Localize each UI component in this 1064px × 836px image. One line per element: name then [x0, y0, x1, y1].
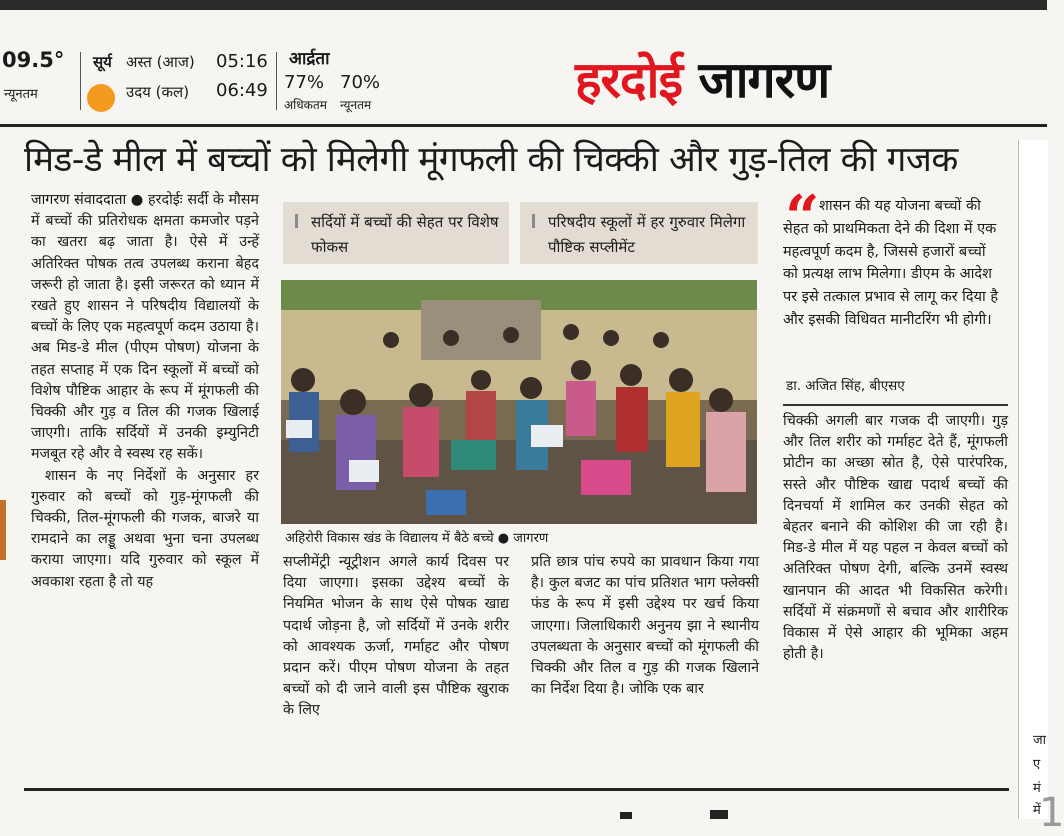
bullet-icon	[532, 214, 535, 228]
subheading-text: परिषदीय स्कूलों में हर गुरुवार मिलेगा पौष्टिक सप्लीमेंट	[548, 213, 746, 256]
header-rule	[0, 124, 1047, 127]
sunset-label: अस्त (आज)	[126, 53, 195, 71]
masthead	[575, 44, 829, 112]
quote-rule	[783, 404, 1008, 406]
top-bar	[0, 0, 1047, 10]
weather-strip	[0, 38, 400, 120]
divider	[276, 52, 277, 110]
subheading-box	[520, 202, 758, 264]
article-column-1: जागरण संवाददाता ● हरदोईः सर्दी के मौसम में बच्चों की प्रतिरोधक क्षमता कमजोर पड़ने का खतरा बढ़ जाता है। ऐसे में उन्हें अतिरिक्त पोषक तत्व उपलब्ध कराना बेहद जरूरी हो जाता है। इसी जरूरत को ध्यान में रखते हुए शासन ने परिषदीय विद्यालयों के बच्चों के लिए एक महत्वपूर्ण कदम उठाया है। अब मिड-डे मील (पीएम पोषण) योजना के तहत सप्ताह में एक दिन स्कूलों में बच्चों को विशेष पौष्टिक आहार के रूप में मूंगफली की चिक्की और गुड़ व तिल की गजक खिलाई जाएगी। ताकि सर्दियों में उनकी इम्युनिटी मजबूत रहे और वे स्वस्थ रह सकें। शासन के नए निर्देशों के अनुसार हर गुरुवार को बच्चों को गुड़-मूंगफली की चिक्की, तिल-मूंगफली की गजक, बाजरे या रामदाने का लड्डू अथवा भुना चना उपलब्ध कराया जाएगा। यदि गुरुवार को स्कूल में अवकाश रहता है तो यह	[31, 190, 259, 593]
masthead-city: हरदोई	[575, 51, 683, 109]
article-headline: मिड-डे मील में बच्चों को मिलेगी मूंगफली की चिक्की और गुड़-तिल की गजक	[24, 140, 958, 180]
pull-quote-text: शासन की यह योजना बच्चों की सेहत को प्राथमिकता देने की दिशा में एक महत्वपूर्ण कदम है, जिससे हजारों बच्चों को प्रत्यक्ष लाभ मिलेगा। डीएम के आदेश पर इसे तत्काल प्रभाव से लागू कर दिया है और इसकी विधिवत मानीटरिंग भी होगी।	[783, 198, 999, 328]
article-column-2: सप्लीमेंट्री न्यूट्रीशन अगले कार्य दिवस पर दिया जाएगा। इसका उद्देश्य बच्चों के नियमित भोजन के साथ ऐसे पोषक खाद्य पदार्थ जोड़ना है, जो सर्दियों में उनके शरीर को आवश्यक ऊर्जा, गर्माहट और पोषण प्रदान करें। पीएम पोषण योजना के तहत बच्चों को दी जाने वाली इस पौष्टिक खुराक के लिए	[283, 554, 509, 719]
humidity-title: आर्द्रता	[289, 49, 330, 69]
byline: जागरण संवाददाता	[31, 192, 127, 208]
bullet-icon	[295, 214, 298, 228]
adjacent-fragment: जा	[1033, 733, 1047, 748]
sunrise-time: 06:49	[216, 80, 268, 101]
sunset-time: 05:16	[216, 51, 268, 72]
body-text: शासन के नए निर्देशों के अनुसार हर गुरुवार को बच्चों को गुड़-मूंगफली की चिक्की, तिल-मूंगफली की गजक, बाजरे या रामदाने का लड्डू अथवा भुना चना उपलब्ध कराया जाएगा। यदि गुरुवार को स्कूल में अवकाश रहता है तो यह	[31, 467, 259, 590]
adjacent-glyph: 1	[1039, 790, 1064, 836]
subheading-box	[283, 202, 509, 264]
next-article-glimpse	[600, 800, 900, 819]
humidity-min: 70%	[340, 72, 381, 93]
adjacent-fragment: में	[1033, 803, 1041, 818]
article-column-3: प्रति छात्र पांच रुपये का प्रावधान किया गया है। कुल बजट का पांच प्रतिशत भाग फ्लेक्सी फंड के रूप में इसी उद्देश्य पर खर्च किया जाएगा। जिलाधिकारी अनुनय झा ने स्थानीय उपलब्धता के अनुसार बच्चों को मूंगफली की चिक्की और तिल व गुड़ की गजक खिलाने का निर्देश दिया है। जोकि एक बार	[531, 554, 759, 698]
caption-credit: जागरण	[513, 531, 549, 546]
sun-label: सूर्य	[93, 53, 112, 71]
adjacent-article-edge	[1018, 140, 1064, 836]
pull-quote	[783, 195, 1005, 332]
humidity-min-label: न्यूनतम	[340, 98, 372, 112]
adjacent-fragment: मं	[1033, 781, 1041, 796]
subheading-text: सर्दियों में बच्चों की सेहत पर विशेष फोकस	[311, 213, 499, 256]
temperature-label: न्यूनतम	[4, 87, 38, 102]
article-column-4: चिक्की अगली बार गजक दी जाएगी। गुड़ और तिल शरीर को गर्माहट देते हैं, मूंगफली प्रोटीन का अच्छा स्रोत है, ऐसे पारंपरिक, सस्ते और पौष्टिक खाद्य पदार्थ बच्चों की दिनचर्या में शामिल कर उनकी सेहत को बेहतर बनाने की कोशिश की जा रही है। मिड-डे मील में यह पहल न केवल बच्चों को अतिरिक्त पोषण देगी, बल्कि उनमें स्वस्थ खानपान की आदत भी विकसित करेगी। सर्दियों में संक्रमणों से बचाव और शारीरिक विकास में ऐसे आहार की भूमिका अहम होती है।	[783, 413, 1008, 663]
dateline: हरदोईः	[148, 192, 183, 208]
adjacent-fragment: ए	[1033, 757, 1041, 772]
temperature-value: 09.5°	[2, 48, 65, 72]
footer-rule	[24, 788, 1009, 791]
sun-icon	[87, 84, 115, 112]
classroom-photo	[281, 280, 757, 524]
quote-icon: “	[785, 183, 820, 253]
caption-text: अहिरोरी विकास खंड के विद्यालय में बैठे बच्चे	[285, 531, 494, 546]
humidity-max: 77%	[284, 72, 325, 93]
next-article-edge	[600, 800, 900, 819]
pull-quote-author: डा. अजित सिंह, बीएसए	[786, 378, 905, 394]
sunrise-label: उदय (कल)	[126, 83, 190, 101]
photo-caption: अहिरोरी विकास खंड के विद्यालय में बैठे बच्चे ● जागरण	[285, 531, 549, 546]
divider	[80, 52, 81, 110]
adjacent-page-edge	[0, 500, 6, 560]
classroom-illustration	[281, 280, 757, 524]
body-text: सर्दी के मौसम में बच्चों की प्रतिरोधक क्षमता कमजोर पड़ने का खतरा बढ़ जाता है। ऐसे में उन्हें अतिरिक्त पोषक तत्व उपलब्ध कराना बेहद जरूरी हो जाता है। इसी जरूरत को ध्यान में रखते हुए शासन ने परिषदीय विद्यालयों के बच्चों के लिए एक महत्वपूर्ण कदम उठाया है। अब मिड-डे मील (पीएम पोषण) योजना के तहत सप्ताह में एक दिन स्कूलों में बच्चों को विशेष पौष्टिक आहार के रूप में मूंगफली की चिक्की और गुड़ व तिल की गजक खिलाई जाएगी। ताकि सर्दियों में उनकी इम्युनिटी मजबूत रहे और वे स्वस्थ रह सकें।	[31, 192, 259, 463]
masthead-paper: जागरण	[698, 51, 830, 109]
humidity-max-label: अधिकतम	[284, 98, 327, 112]
